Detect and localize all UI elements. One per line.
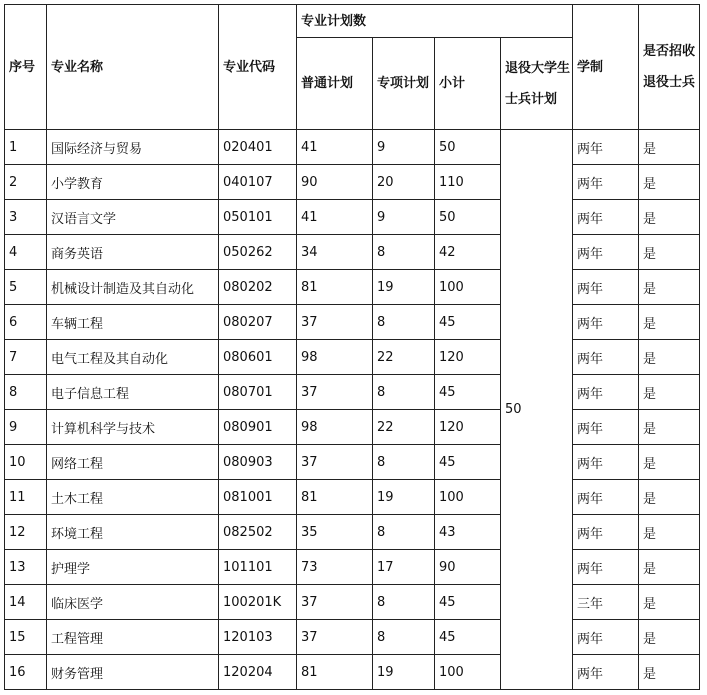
cell-recruit-veterans: 是 — [639, 235, 700, 270]
cell-seq: 9 — [5, 410, 47, 445]
cell-recruit-veterans: 是 — [639, 585, 700, 620]
cell-subtotal: 45 — [435, 445, 501, 480]
cell-recruit-veterans: 是 — [639, 515, 700, 550]
cell-recruit-veterans: 是 — [639, 305, 700, 340]
cell-special-plan: 22 — [373, 340, 435, 375]
cell-recruit-veterans: 是 — [639, 340, 700, 375]
table-row — [5, 305, 700, 340]
cell-special-plan: 19 — [373, 655, 435, 690]
cell-duration: 两年 — [573, 235, 639, 270]
cell-recruit-veterans: 是 — [639, 200, 700, 235]
cell-major-code: 080901 — [219, 410, 297, 445]
cell-major-name: 计算机科学与技术 — [47, 410, 219, 445]
cell-subtotal: 110 — [435, 165, 501, 200]
cell-seq: 3 — [5, 200, 47, 235]
cell-duration: 两年 — [573, 550, 639, 585]
cell-major-name: 护理学 — [47, 550, 219, 585]
cell-general-plan: 37 — [297, 375, 373, 410]
cell-duration: 两年 — [573, 130, 639, 165]
cell-major-name: 汉语言文学 — [47, 200, 219, 235]
table-row — [5, 620, 700, 655]
cell-recruit-veterans: 是 — [639, 410, 700, 445]
cell-subtotal: 100 — [435, 480, 501, 515]
cell-duration: 两年 — [573, 200, 639, 235]
cell-duration: 两年 — [573, 410, 639, 445]
cell-general-plan: 73 — [297, 550, 373, 585]
cell-subtotal: 43 — [435, 515, 501, 550]
cell-special-plan: 8 — [373, 235, 435, 270]
cell-major-name: 商务英语 — [47, 235, 219, 270]
cell-veteran-plan-total: 50 — [501, 130, 573, 690]
cell-general-plan: 37 — [297, 445, 373, 480]
cell-special-plan: 8 — [373, 585, 435, 620]
cell-major-name: 土木工程 — [47, 480, 219, 515]
cell-duration: 两年 — [573, 305, 639, 340]
cell-major-code: 080701 — [219, 375, 297, 410]
cell-major-code: 080601 — [219, 340, 297, 375]
cell-special-plan: 8 — [373, 620, 435, 655]
table-row — [5, 585, 700, 620]
cell-subtotal: 45 — [435, 375, 501, 410]
cell-recruit-veterans: 是 — [639, 620, 700, 655]
cell-duration: 三年 — [573, 585, 639, 620]
cell-seq: 8 — [5, 375, 47, 410]
cell-major-code: 082502 — [219, 515, 297, 550]
cell-duration: 两年 — [573, 340, 639, 375]
cell-special-plan: 20 — [373, 165, 435, 200]
cell-major-code: 120204 — [219, 655, 297, 690]
cell-seq: 13 — [5, 550, 47, 585]
cell-recruit-veterans: 是 — [639, 165, 700, 200]
cell-special-plan: 19 — [373, 270, 435, 305]
table-row — [5, 480, 700, 515]
table-row — [5, 270, 700, 305]
header-major-code: 专业代码 — [219, 5, 297, 130]
cell-recruit-veterans: 是 — [639, 655, 700, 690]
cell-general-plan: 90 — [297, 165, 373, 200]
table-row — [5, 340, 700, 375]
table-body — [5, 130, 700, 690]
cell-recruit-veterans: 是 — [639, 550, 700, 585]
cell-duration: 两年 — [573, 375, 639, 410]
cell-general-plan: 35 — [297, 515, 373, 550]
cell-seq: 4 — [5, 235, 47, 270]
cell-duration: 两年 — [573, 270, 639, 305]
table-header — [5, 5, 700, 130]
cell-general-plan: 41 — [297, 200, 373, 235]
cell-seq: 1 — [5, 130, 47, 165]
cell-subtotal: 45 — [435, 620, 501, 655]
cell-major-name: 小学教育 — [47, 165, 219, 200]
cell-major-code: 040107 — [219, 165, 297, 200]
cell-subtotal: 42 — [435, 235, 501, 270]
header-special-plan: 专项计划 — [373, 38, 435, 130]
cell-recruit-veterans: 是 — [639, 130, 700, 165]
cell-recruit-veterans: 是 — [639, 375, 700, 410]
cell-duration: 两年 — [573, 445, 639, 480]
cell-major-name: 工程管理 — [47, 620, 219, 655]
cell-general-plan: 41 — [297, 130, 373, 165]
cell-special-plan: 22 — [373, 410, 435, 445]
cell-general-plan: 81 — [297, 655, 373, 690]
cell-major-code: 120103 — [219, 620, 297, 655]
cell-recruit-veterans: 是 — [639, 480, 700, 515]
header-general-plan: 普通计划 — [297, 38, 373, 130]
cell-duration: 两年 — [573, 620, 639, 655]
cell-general-plan: 81 — [297, 270, 373, 305]
header-duration: 学制 — [573, 5, 639, 130]
cell-seq: 10 — [5, 445, 47, 480]
cell-seq: 6 — [5, 305, 47, 340]
cell-special-plan: 9 — [373, 200, 435, 235]
cell-subtotal: 100 — [435, 270, 501, 305]
cell-subtotal: 50 — [435, 200, 501, 235]
cell-major-code: 080202 — [219, 270, 297, 305]
cell-seq: 7 — [5, 340, 47, 375]
cell-duration: 两年 — [573, 480, 639, 515]
header-seq: 序号 — [5, 5, 47, 130]
cell-special-plan: 19 — [373, 480, 435, 515]
cell-major-code: 100201K — [219, 585, 297, 620]
cell-special-plan: 8 — [373, 375, 435, 410]
table-row — [5, 165, 700, 200]
cell-major-code: 020401 — [219, 130, 297, 165]
cell-general-plan: 37 — [297, 585, 373, 620]
cell-seq: 2 — [5, 165, 47, 200]
cell-major-name: 环境工程 — [47, 515, 219, 550]
table-row — [5, 550, 700, 585]
cell-major-name: 电子信息工程 — [47, 375, 219, 410]
cell-seq: 14 — [5, 585, 47, 620]
cell-major-code: 101101 — [219, 550, 297, 585]
cell-special-plan: 8 — [373, 515, 435, 550]
cell-general-plan: 34 — [297, 235, 373, 270]
cell-major-name: 机械设计制造及其自动化 — [47, 270, 219, 305]
table-row — [5, 410, 700, 445]
cell-duration: 两年 — [573, 515, 639, 550]
table-row — [5, 235, 700, 270]
cell-seq: 11 — [5, 480, 47, 515]
header-subtotal: 小计 — [435, 38, 501, 130]
cell-seq: 5 — [5, 270, 47, 305]
cell-seq: 12 — [5, 515, 47, 550]
cell-general-plan: 37 — [297, 620, 373, 655]
cell-major-code: 080207 — [219, 305, 297, 340]
cell-subtotal: 45 — [435, 585, 501, 620]
cell-general-plan: 98 — [297, 410, 373, 445]
cell-major-name: 车辆工程 — [47, 305, 219, 340]
cell-special-plan: 9 — [373, 130, 435, 165]
cell-special-plan: 8 — [373, 445, 435, 480]
cell-major-name: 网络工程 — [47, 445, 219, 480]
enrollment-plan-table — [4, 4, 700, 690]
table-row — [5, 515, 700, 550]
cell-recruit-veterans: 是 — [639, 270, 700, 305]
table-row — [5, 130, 700, 165]
header-plan-group: 专业计划数 — [297, 5, 573, 38]
cell-seq: 15 — [5, 620, 47, 655]
cell-major-name: 临床医学 — [47, 585, 219, 620]
cell-major-name: 国际经济与贸易 — [47, 130, 219, 165]
cell-general-plan: 37 — [297, 305, 373, 340]
cell-subtotal: 90 — [435, 550, 501, 585]
header-veteran-plan: 退役大学生士兵计划 — [501, 38, 573, 130]
cell-major-name: 财务管理 — [47, 655, 219, 690]
cell-subtotal: 120 — [435, 340, 501, 375]
table-row — [5, 200, 700, 235]
cell-general-plan: 81 — [297, 480, 373, 515]
header-major-name: 专业名称 — [47, 5, 219, 130]
header-recruit-veterans: 是否招收退役士兵 — [639, 5, 700, 130]
cell-special-plan: 17 — [373, 550, 435, 585]
cell-major-name: 电气工程及其自动化 — [47, 340, 219, 375]
cell-recruit-veterans: 是 — [639, 445, 700, 480]
cell-duration: 两年 — [573, 165, 639, 200]
cell-subtotal: 45 — [435, 305, 501, 340]
cell-major-code: 081001 — [219, 480, 297, 515]
table-row — [5, 655, 700, 690]
table-row — [5, 375, 700, 410]
cell-subtotal: 100 — [435, 655, 501, 690]
cell-subtotal: 50 — [435, 130, 501, 165]
cell-duration: 两年 — [573, 655, 639, 690]
cell-seq: 16 — [5, 655, 47, 690]
cell-major-code: 050262 — [219, 235, 297, 270]
cell-major-code: 050101 — [219, 200, 297, 235]
cell-special-plan: 8 — [373, 305, 435, 340]
cell-subtotal: 120 — [435, 410, 501, 445]
cell-major-code: 080903 — [219, 445, 297, 480]
table-row — [5, 445, 700, 480]
cell-general-plan: 98 — [297, 340, 373, 375]
